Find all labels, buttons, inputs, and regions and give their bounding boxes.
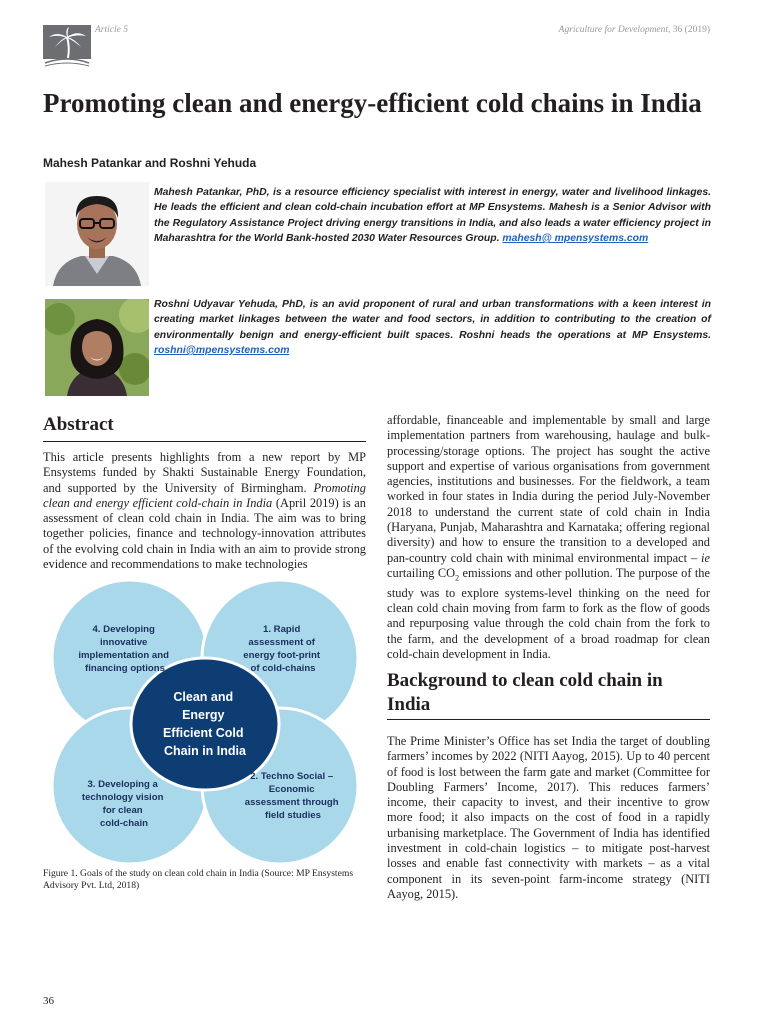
goal3-line-2: technology vision bbox=[81, 792, 164, 803]
goal4-line-4: financing options bbox=[85, 663, 165, 674]
goal4-line-1: 4. Developing bbox=[92, 624, 155, 635]
abstract-paragraph bbox=[43, 450, 366, 572]
article-authors: Mahesh Patankar and Roshni Yehuda bbox=[43, 156, 257, 170]
goal4-line-2: innovative bbox=[99, 637, 148, 648]
goal2-line-2: Economic bbox=[268, 784, 315, 795]
abstract-heading: Abstract bbox=[43, 414, 114, 435]
author-photo-roshni bbox=[45, 299, 149, 396]
email-link-roshni[interactable]: roshni@mpensystems.com bbox=[154, 344, 290, 356]
goal1-line-3: energy foot-print bbox=[243, 650, 321, 661]
journal-logo bbox=[43, 25, 91, 69]
email-link-mahesh[interactable]: mahesh@ mpensystems.com bbox=[502, 232, 649, 244]
abstract-rule bbox=[43, 441, 366, 442]
background-paragraph: The Prime Minister’s Office has set India the target of doubling farmers’ incomes by 2022 (NITI Aayog, 2015). Up to 40 percent of food is lost between the farm gate and market (Committee for Doubling Farmers’ Income, 2017). This reduces farmers’ income, their capacity to invest, and their incentive to grow more food; it also impacts on the cost of food in a rapidly urbanising marketplace. The Government of India has identified investment in cold-chain logistics – to mitigate post-harvest losses and enable fast connectivity with markets – as a vital component in its seven-point farm-income strategy (NITI Aayog, 2015). bbox=[387, 734, 710, 901]
goal3-line-3: for clean bbox=[102, 805, 143, 816]
co2-subscript: 2 bbox=[455, 573, 460, 583]
bio-roshni bbox=[154, 297, 711, 358]
abstract-text-2: (April 2019) is an assessment of clean cold chain in India. The aim was to bring together policies, finance and technology-innovation attributes of the evolving cold chain in India with an aim to provide strong evidence and recommendations to make technologies bbox=[43, 495, 366, 572]
background-heading: Background to clean cold chain in India bbox=[387, 670, 663, 715]
figure-goals-diagram bbox=[42, 578, 368, 864]
center-line-1: Clean and bbox=[173, 690, 234, 704]
goals-venn-diagram bbox=[42, 578, 368, 864]
page-number: 36 bbox=[43, 995, 54, 1007]
intro-text-1: affordable, financeable and implementable by small and large implementation partners from warehousing, haulage and bulk-processing/storage options. The project has sought the active support and expertise of various organisations from government agencies, institutions and businesses. For the fieldwork, a team worked in four states in India during the period July-November 2018 to understand the current state of cold chain in India (Haryana, Punjab, Maharashtra and Karnataka; offering regional diversity) and how to ensure the transition to a developed and pan-country cold chain with minimal environmental impact – bbox=[387, 413, 710, 565]
goal3-line-1: 3. Developing a bbox=[87, 779, 158, 790]
article-title: Promoting clean and energy-efficient cold chains in India bbox=[43, 88, 702, 118]
center-line-2: Energy bbox=[182, 708, 225, 722]
goal1-line-2: assessment of bbox=[248, 637, 315, 648]
center-line-3: Efficient Cold bbox=[162, 726, 244, 740]
journal-name: Agriculture for Development bbox=[558, 25, 669, 35]
intro-text-3: emissions and other pollution. The purpose of the study was to explore systems-level thinking on the need for clean cold chain moving from farm to fork as the flow of goods and repurposing value through the cold chain from the fork to the farm, and the development of a broad roadmap for clean cold-chain development in India. bbox=[387, 565, 710, 661]
background-rule bbox=[387, 719, 710, 720]
goal2-line-1: 2. Techno Social – bbox=[250, 771, 334, 782]
bio-mahesh-text: Mahesh Patankar, PhD, is a resource efficiency specialist with interest in energy, water and livelihood linkages. He leads the efficient and clean cold-chain incubation effort at MP Ensystems. Mahesh is a Senior Advisor with the Regulatory Assistance Project driving energy transitions in India, and also leads a water efficiency project in Maharashtra for the World Bank-hosted 2030 Water Resources Group. bbox=[154, 187, 711, 244]
goal1-line-4: of cold-chains bbox=[250, 663, 316, 674]
figure-caption: Figure 1. Goals of the study on clean cold chain in India (Source: MP Ensystems Advisory Pvt. Ltd, 2018) bbox=[43, 868, 354, 891]
goal3-line-4: cold-chain bbox=[100, 818, 148, 829]
journal-reference bbox=[559, 25, 710, 35]
palm-tree-icon bbox=[43, 25, 91, 69]
bio-mahesh bbox=[154, 185, 711, 246]
intro-paragraph-continued bbox=[387, 413, 710, 662]
center-line-4: Chain in India bbox=[164, 744, 246, 758]
author-photo-mahesh bbox=[45, 182, 149, 286]
abstract-text-1: This article presents highlights from a new report by MP Ensystems funded by Shakti Sustainable Energy Foundation, and supported by the University of Birmingham. bbox=[43, 450, 366, 495]
article-label: Article 5 bbox=[95, 25, 128, 35]
report-title: Promoting clean and energy efficient cold-chain in India bbox=[43, 480, 366, 510]
goal4-line-3: implementation and bbox=[78, 650, 169, 661]
goal2-line-4: field studies bbox=[265, 810, 321, 821]
goal1-line-1: 1. Rapid bbox=[263, 624, 301, 635]
bio-roshni-text: Roshni Udyavar Yehuda, PhD, is an avid proponent of rural and urban transformations with a keen interest in creating market linkages between the water and food sectors, in addition to contributing to the creation of environmentally benign and energy-efficient built spaces. Roshni heads the operations at MP Ensystems. bbox=[154, 299, 711, 341]
intro-text-2: curtailing CO bbox=[387, 565, 456, 580]
goal2-line-3: assessment through bbox=[244, 797, 339, 808]
journal-issue: , 36 (2019) bbox=[668, 25, 710, 35]
intro-ie: ie bbox=[701, 550, 710, 565]
